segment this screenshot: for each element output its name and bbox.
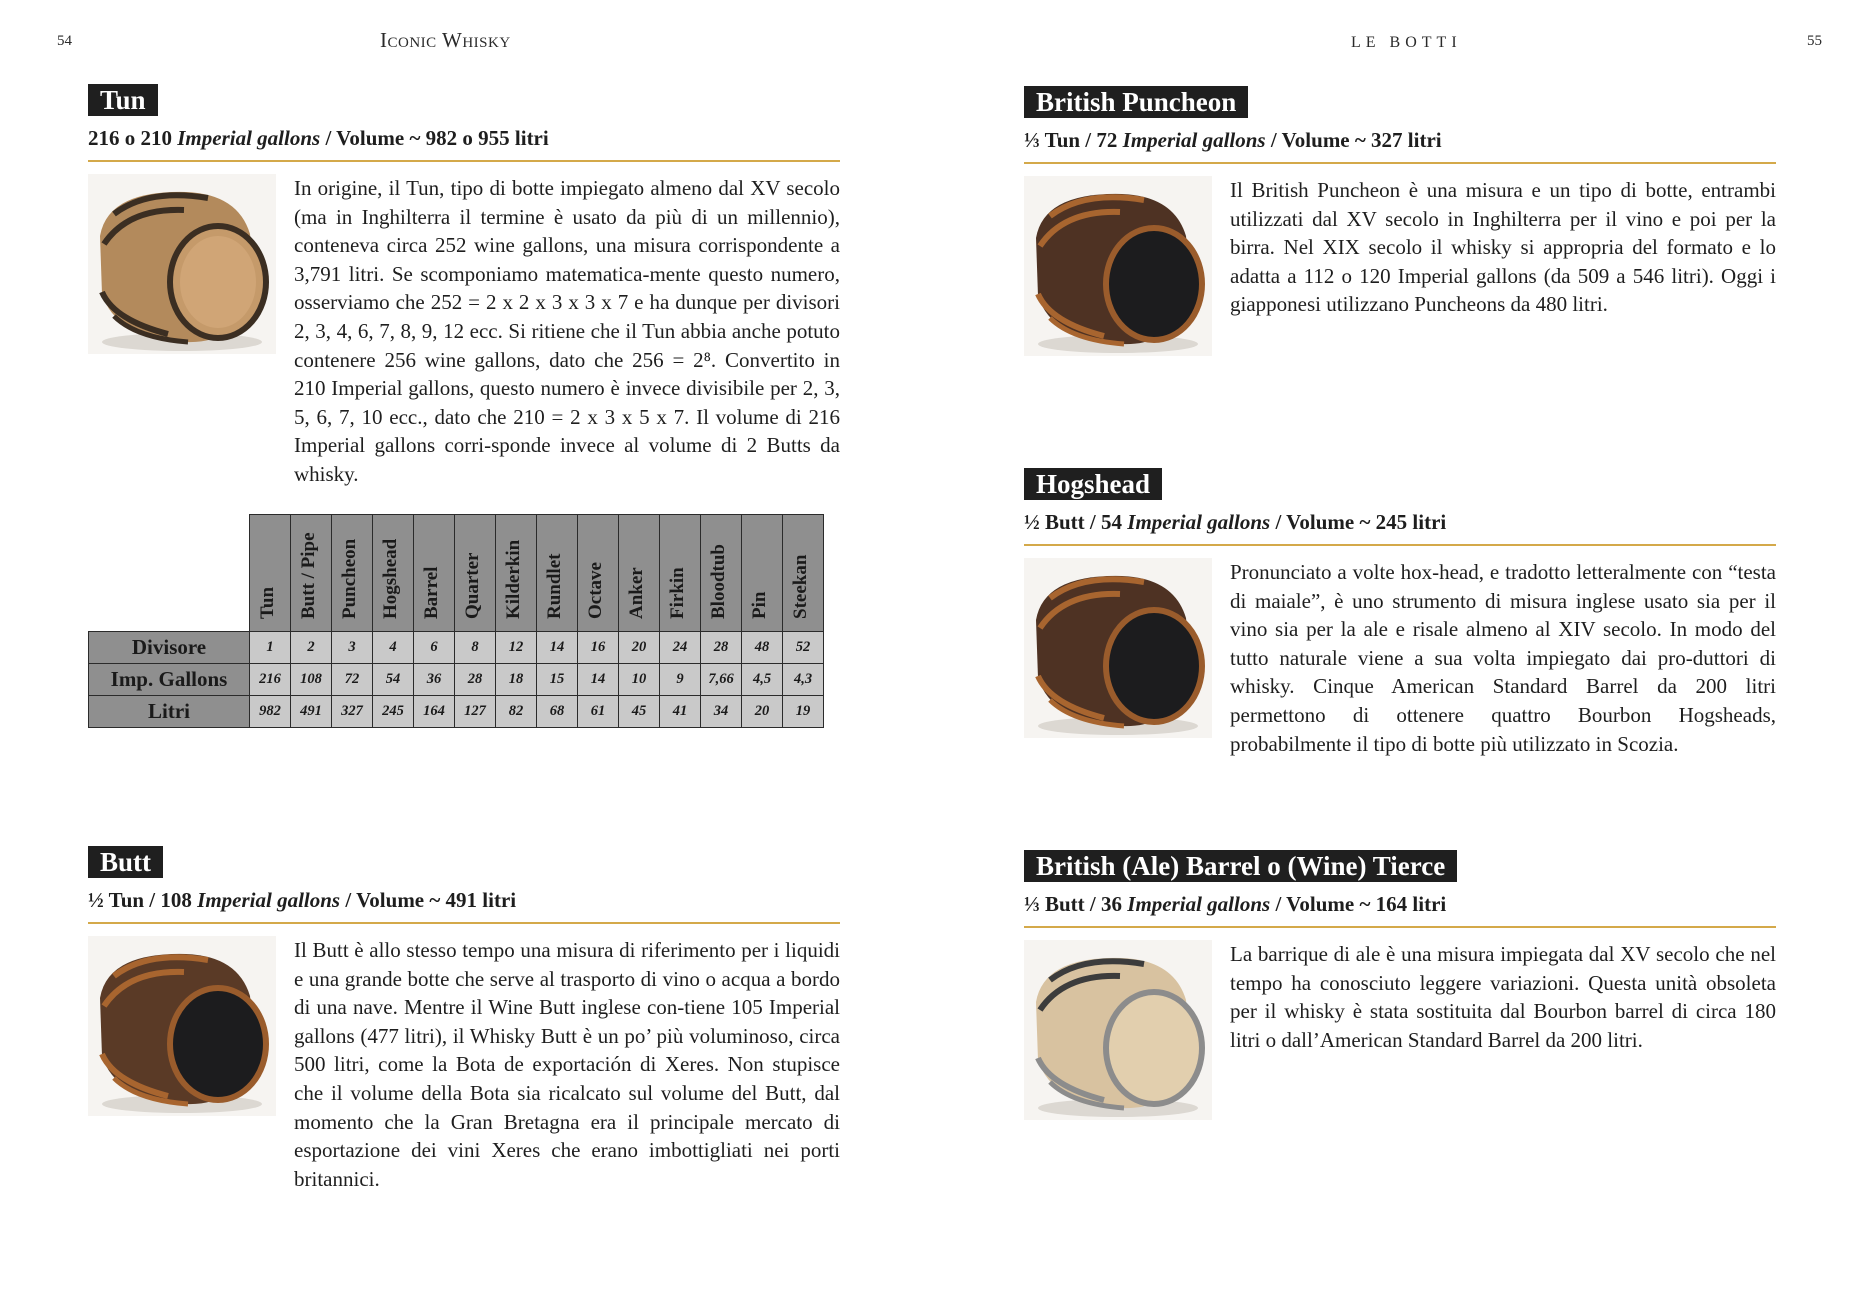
section-title: British Puncheon (1024, 86, 1248, 118)
table-col-header: Octave (578, 515, 619, 632)
section-ale-barrel (1024, 850, 1776, 1054)
right-page (927, 0, 1854, 1300)
table-cell: 14 (537, 632, 578, 664)
table-row (89, 664, 824, 696)
page-number: 54 (57, 33, 72, 49)
section-tun (88, 84, 840, 489)
oak-barrel-dark-icon (88, 936, 276, 1116)
table-cell: 61 (578, 696, 619, 728)
table-cell: 16 (578, 632, 619, 664)
section-subtitle: ½ Butt / 54 Imperial gallons / Volume ~ 245 litri (1024, 510, 1776, 546)
page-number: 55 (1807, 33, 1822, 49)
section-subtitle: 216 o 210 Imperial gallons / Volume ~ 982 o 955 litri (88, 126, 840, 162)
table-col-header: Kilderkin (496, 515, 537, 632)
table-cell: 3 (332, 632, 373, 664)
table-cell: 18 (496, 664, 537, 696)
oak-barrel-dark-icon (1024, 558, 1212, 738)
table-cell: 68 (537, 696, 578, 728)
table-col-header: Pin (742, 515, 783, 632)
table-cell: 28 (701, 632, 742, 664)
barrel-image (1024, 176, 1212, 356)
section-title: Tun (88, 84, 158, 116)
section-title: Hogshead (1024, 468, 1162, 500)
table-cell: 4,5 (742, 664, 783, 696)
table-cell: 10 (619, 664, 660, 696)
table-cell: 20 (619, 632, 660, 664)
table-cell: 48 (742, 632, 783, 664)
running-head: LE BOTTI (1351, 34, 1462, 51)
table-col-header: Puncheon (332, 515, 373, 632)
table-cell: 1 (250, 632, 291, 664)
table-cell: 12 (496, 632, 537, 664)
cask-size-table (88, 514, 824, 728)
table-cell: 8 (455, 632, 496, 664)
table-cell: 245 (373, 696, 414, 728)
table-row-header: Imp. Gallons (89, 664, 250, 696)
table-row (89, 632, 824, 664)
table-cell: 4,3 (783, 664, 824, 696)
table-cell: 41 (660, 696, 701, 728)
table-col-header: Tun (250, 515, 291, 632)
table-cell: 20 (742, 696, 783, 728)
oak-barrel-light-icon (88, 174, 276, 354)
table-cell: 54 (373, 664, 414, 696)
section-title: British (Ale) Barrel o (Wine) Tierce (1024, 850, 1457, 882)
table-cell: 2 (291, 632, 332, 664)
table-col-header: Anker (619, 515, 660, 632)
table-col-header: Butt / Pipe (291, 515, 332, 632)
table-col-header: Steekan (783, 515, 824, 632)
table-cell: 52 (783, 632, 824, 664)
table-cell: 127 (455, 696, 496, 728)
section-paragraph: Il Butt è allo stesso tempo una misura di riferimento per i liquidi e una grande botte che serve al trasporto di vino o acqua a bordo di una nave. Mentre il Wine Butt inglese con-tiene 105 Imperial gallons (477 litri), il Whisky Butt è un po’ più voluminoso, circa 500 litri, come la Bota de exportación di Xeres. Non stupisce che il volume della Bota sia ricalcato sul volume del Butt, dal momento che la Gran Bretagna era il principale mercato di esportazione dei vini Xeres che erano imbottigliati nei porti britannici. (294, 938, 840, 1191)
table-cell: 36 (414, 664, 455, 696)
running-head: Iconic Whisky (380, 28, 511, 52)
barrel-image (1024, 558, 1212, 738)
section-puncheon (1024, 86, 1776, 319)
table-cell: 82 (496, 696, 537, 728)
table-col-header: Firkin (660, 515, 701, 632)
table-cell: 34 (701, 696, 742, 728)
table-cell: 6 (414, 632, 455, 664)
oak-barrel-light-icon (1024, 940, 1212, 1120)
barrel-image (88, 174, 276, 354)
section-paragraph: La barrique di ale è una misura impiegata dal XV secolo che nel tempo ha conosciuto leggere variazioni. Questa unità obsoleta per il whisky è stata sostituita dal Bourbon barrel di circa 180 litri o dall’American Standard Barrel da 200 litri. (1230, 942, 1776, 1052)
section-subtitle: ½ Tun / 108 Imperial gallons / Volume ~ 491 litri (88, 888, 840, 924)
section-hogshead (1024, 468, 1776, 758)
table-cell: 7,66 (701, 664, 742, 696)
table-row-header: Divisore (89, 632, 250, 664)
table-cell: 216 (250, 664, 291, 696)
section-subtitle: ⅓ Butt / 36 Imperial gallons / Volume ~ 164 litri (1024, 892, 1776, 928)
table-cell: 108 (291, 664, 332, 696)
table-cell: 491 (291, 696, 332, 728)
table-cell: 45 (619, 696, 660, 728)
table-cell: 72 (332, 664, 373, 696)
table-cell: 14 (578, 664, 619, 696)
section-paragraph: Pronunciato a volte hox-head, e tradotto letteralmente con “testa di maiale”, è uno strumento di misura inglese usato sia per il vino sia per la ale e risale almeno al XIV secolo. In modo del tutto naturale viene a sua volta impiegato dai pro-duttori di whisky. Cinque American Standard Barrel da 200 litri permettono di ottenere quattro Bourbon Hogsheads, probabilmente il tipo di botte più utilizzato in Scozia. (1230, 560, 1776, 756)
table-cell: 164 (414, 696, 455, 728)
table-row-header: Litri (89, 696, 250, 728)
table-header-row (89, 515, 824, 632)
section-butt (88, 846, 840, 1193)
table-row (89, 696, 824, 728)
table-col-header: Rundlet (537, 515, 578, 632)
barrel-image (88, 936, 276, 1116)
section-subtitle: ⅓ Tun / 72 Imperial gallons / Volume ~ 327 litri (1024, 128, 1776, 164)
table-cell: 15 (537, 664, 578, 696)
table-cell: 24 (660, 632, 701, 664)
table-cell: 9 (660, 664, 701, 696)
oak-barrel-dark-icon (1024, 176, 1212, 356)
table-cell: 19 (783, 696, 824, 728)
barrel-image (1024, 940, 1212, 1120)
table-col-header: Quarter (455, 515, 496, 632)
table-cell: 982 (250, 696, 291, 728)
table-col-header: Barrel (414, 515, 455, 632)
section-paragraph: Il British Puncheon è una misura e un tipo di botte, entrambi utilizzati dal XV secolo in Inghilterra per il vino e poi per la birra. Nel XIX secolo il whisky si appropria del formato e lo adatta a 112 o 120 Imperial gallons (da 509 a 546 litri). Oggi i giapponesi utilizzano Puncheons da 480 litri. (1230, 178, 1776, 317)
table-col-header: Hogshead (373, 515, 414, 632)
table-col-header: Bloodtub (701, 515, 742, 632)
table-cell: 327 (332, 696, 373, 728)
section-title: Butt (88, 846, 163, 878)
table-cell: 4 (373, 632, 414, 664)
section-paragraph: In origine, il Tun, tipo di botte impiegato almeno dal XV secolo (ma in Inghilterra il termine è usato da più di un millennio), conteneva circa 252 wine gallons, una misura corrispondente a 3,791 litri. Se scomponiamo matematica-mente questo numero, osserviamo che 252 = 2 x 2 x 3 x 3 x 7 e ha dunque per divisori 2, 3, 4, 6, 7, 8, 9, 12 ecc. Si ritiene che il Tun abbia anche potuto contenere 256 wine gallons, dato che 256 = 2⁸. Convertito in 210 Imperial gallons, questo numero è invece divisibile per 2, 3, 5, 6, 7, 10 ecc., dato che 210 = 2 x 3 x 5 x 7. Il volume di 216 Imperial gallons corri-sponde invece al volume di 2 Butts da whisky. (294, 176, 840, 486)
table-cell: 28 (455, 664, 496, 696)
